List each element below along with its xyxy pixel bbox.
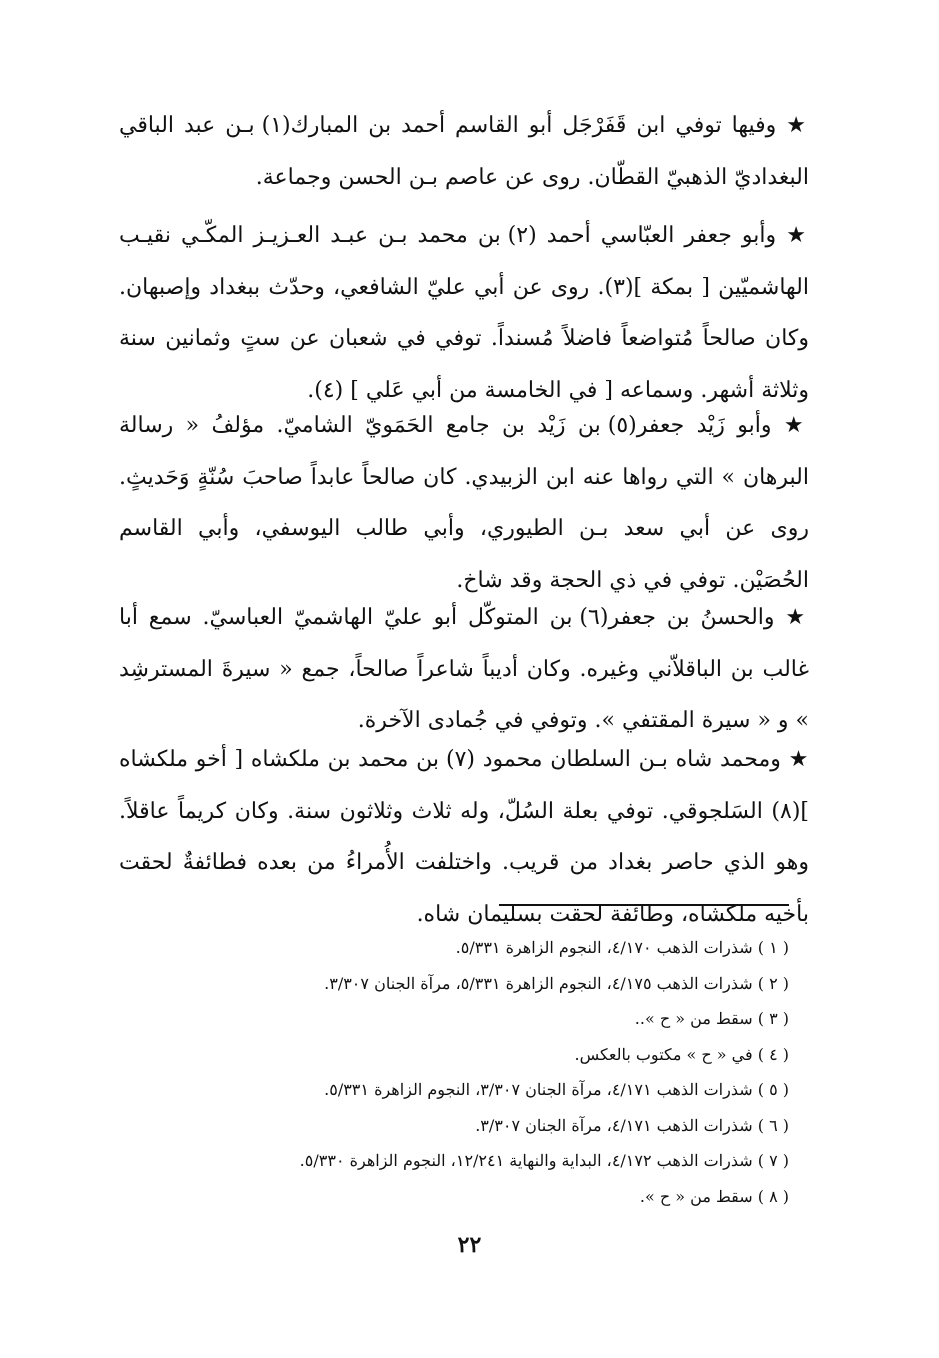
footnote: ( ٨ ) سقط من « ح ». xyxy=(639,1186,789,1206)
footnote: ( ٤ ) في « ح » مكتوب بالعكس. xyxy=(574,1044,789,1064)
biography-entry: ★ وفيها توفي ابن قَفَرْجَل أبو القاسم أحمد بن المبارك(١) بـن عبد الباقي البغداديّ الذهبيّ القطّان. روى عن عاصم بـن الحسن وجماعة. xyxy=(119,113,810,190)
footnote: ( ٥ ) شذرات الذهب ٤/١٧١، مرآة الجنان ٣/٣٠٧، النجوم الزاهرة ٥/٣٣١. xyxy=(324,1080,789,1099)
biography-entry: ★ والحسنُ بن جعفر(٦) بن المتوكّل أبو عليّ الهاشميّ العباسيّ. سمع أبا غالب بن الباقلاّني وغيره. وكان أديباً شاعراً صالحاً، جمع « سيرةَ المسترشِد » و « سيرة المقتفي ». وتوفي في جُمادى الآخرة. xyxy=(119,605,810,733)
footnote: ( ٢ ) شذرات الذهب ٤/١٧٥، النجوم الزاهرة ٥/٣٣١، مرآة الجنان ٣/٣٠٧. xyxy=(324,973,789,993)
biography-entry: ★ وأبو زَيْد جعفر(٥) بن زَيْد بن جامع الحَمَويّ الشاميّ. مؤلفُ « رسالة البرهان » التي رواها عنه ابن الزبيدي. كان صالحاً عابداً صاحبَ سُنّةٍ وَحَديثٍ. روى عن أبي سعد بـن الطيوري، وأبي طالب اليوسفي، وأبي القاسم الحُصَيْن. توفي في ذي الحجة وقد شاخ. xyxy=(119,413,809,593)
footnote: ( ٧ ) شذرات الذهب ٤/١٧٢، البداية والنهاية ١٢/٢٤١، النجوم الزاهرة ٥/٣٣٠. xyxy=(299,1151,789,1170)
footnotes-list xyxy=(149,930,789,1214)
footnote-divider xyxy=(499,904,789,906)
footnote: ( ٦ ) شذرات الذهب ٤/١٧١، مرآة الجنان ٣/٣٠٧. xyxy=(475,1115,789,1135)
footnote: ( ١ ) شذرات الذهب ٤/١٧٠، النجوم الزاهرة ٥/٣٣١. xyxy=(455,938,789,957)
biography-entry: ★ وأبو جعفر العبّاسي أحمد (٢) بن محمد بـن عبـد العـزيـز المكّـي نقيـب الهاشميّين [ بمكة ](٣). روى عن أبي عليّ الشافعي، وحدّث ببغداد وإصبهان. وكان صالحاً مُتواضعاً فاضلاً مُسنداً. توفي في شعبان عن ستٍ وثمانين سنة وثلاثة أشهر. وسماعه [ في الخامسة من أبي عَلي ] (٤). xyxy=(119,223,809,403)
footnote: ( ٣ ) سقط من « ح ».. xyxy=(634,1009,789,1028)
page-number: ٢٢ xyxy=(457,1232,482,1258)
biography-entry: ★ ومحمد شاه بـن السلطان محمود (٧) بن محمد بن ملكشاه [ أخو ملكشاه ](٨) السَلجوقي. توفي بعلة السُلّ، وله ثلاث وثلاثون سنة. وكان كريماً عاقلاً. وهو الذي حاصر بغداد من قريب. واختلفت الأُمراءُ من بعده فطائفةٌ لحقت بأخيه ملكشاه، وطائفة لحقت بسليمان شاه. xyxy=(119,747,809,927)
